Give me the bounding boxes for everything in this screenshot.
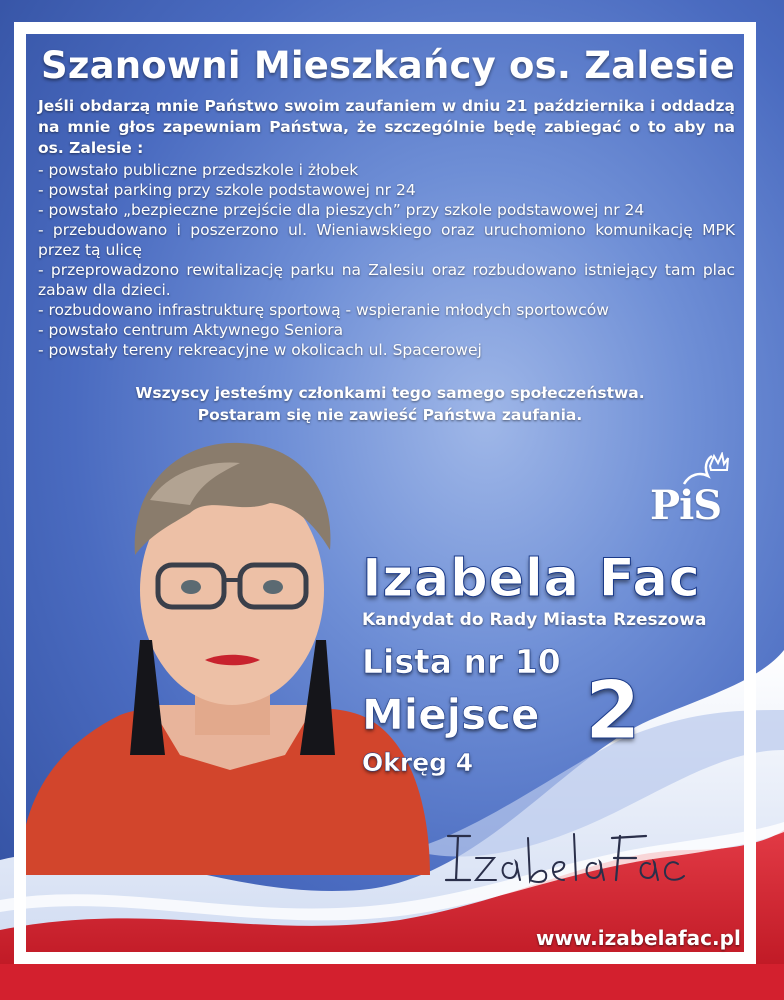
party-logo [650, 452, 730, 527]
list-item: - powstał parking przy szkole podstawowej nr 24 [38, 181, 416, 199]
closing-line-1: Wszyscy jesteśmy członkami tego samego społeczeństwa. [135, 384, 645, 402]
list-number: Lista nr 10 [362, 642, 561, 681]
candidate-name: Izabela Fac [362, 548, 701, 609]
list-item: - przebudowano i poszerzono ul. Wieniawskiego oraz uruchomiono komunikację MPK przez tą ulicę [38, 221, 735, 259]
list-item: - powstały tereny rekreacyjne w okolicach ul. Spacerowej [38, 341, 482, 359]
intro-text: Jeśli obdarzą mnie Państwo swoim zaufaniem w dniu 21 października i oddadzą na mnie głos zapewniam Państwa, że szczególnie będę zabiegać o to aby na os. Zalesie : [38, 97, 735, 157]
list-item: - powstało publiczne przedszkole i żłobek [38, 161, 359, 179]
place-number: 2 [585, 664, 641, 757]
place-label: Miejsce [362, 690, 540, 739]
list-item: - powstało „bezpieczne przejście dla pieszych” przy szkole podstawowej nr 24 [38, 201, 645, 219]
list-item: - rozbudowano infrastrukturę sportową - wspieranie młodych sportowców [38, 301, 609, 319]
handwritten-signature [440, 828, 690, 888]
list-item: - powstało centrum Aktywnego Seniora [38, 321, 344, 339]
closing-line-2: Postaram się nie zawieść Państwa zaufania. [197, 406, 583, 424]
flag-red-band [0, 964, 784, 1000]
party-logo-text: PiS [650, 482, 722, 529]
page-title: Szanowni Mieszkańcy os. Zalesie [41, 44, 735, 87]
promise-list [38, 160, 735, 360]
list-item: - przeprowadzono rewitalizację parku na Zalesiu oraz rozbudowano istniejący tam plac zabaw dla dzieci. [38, 261, 735, 299]
crown-eagle-icon [680, 452, 730, 486]
district-label: Okręg 4 [362, 748, 474, 777]
website-url: www.izabelafac.pl [536, 926, 741, 950]
closing-message [60, 382, 720, 426]
candidate-role: Kandydat do Rady Miasta Rzeszowa [362, 610, 707, 630]
